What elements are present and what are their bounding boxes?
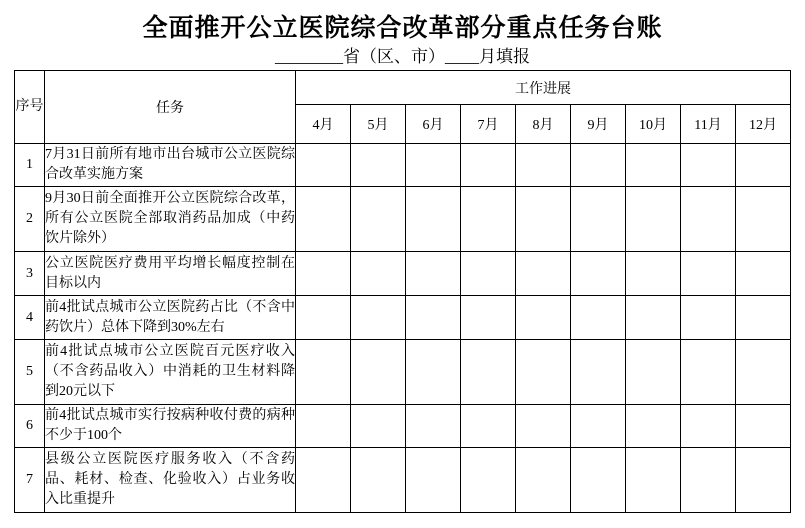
report-subtitle-blank: ________省（区、市）____月填报 [275, 47, 530, 66]
progress-cell [406, 144, 461, 187]
progress-cell [461, 144, 516, 187]
header-row-progress [15, 71, 791, 105]
progress-cell [681, 296, 736, 340]
progress-cell [516, 144, 571, 187]
column-header-month-nov: 11月 [681, 105, 736, 144]
progress-cell [571, 340, 626, 405]
serial-number: 4 [15, 296, 45, 340]
progress-cell [736, 187, 791, 252]
column-header-month-sep: 9月 [571, 105, 626, 144]
progress-cell [406, 252, 461, 296]
progress-cell [406, 448, 461, 513]
progress-cell [296, 448, 351, 513]
page-title: 全面推开公立医院综合改革部分重点任务台账 [142, 15, 663, 42]
progress-cell [571, 296, 626, 340]
table-row [15, 144, 791, 187]
progress-cell [351, 296, 406, 340]
task-text: 9月30日前全面推开公立医院综合改革，所有公立医院全部取消药品加成（中药饮片除外） [45, 187, 296, 252]
task-text: 公立医院医疗费用平均增长幅度控制在目标以内 [45, 252, 296, 296]
progress-cell [626, 340, 681, 405]
column-header-serial: 序号 [15, 71, 45, 144]
table-row [15, 405, 791, 448]
progress-cell [296, 296, 351, 340]
progress-cell [626, 187, 681, 252]
column-header-month-aug: 8月 [516, 105, 571, 144]
progress-cell [571, 405, 626, 448]
column-header-month-jul: 7月 [461, 105, 516, 144]
progress-cell [626, 252, 681, 296]
progress-cell [461, 340, 516, 405]
progress-cell [681, 144, 736, 187]
progress-cell [681, 252, 736, 296]
progress-cell [736, 296, 791, 340]
progress-cell [516, 252, 571, 296]
progress-cell [736, 144, 791, 187]
progress-cell [296, 187, 351, 252]
progress-cell [681, 448, 736, 513]
progress-cell [626, 296, 681, 340]
progress-cell [626, 448, 681, 513]
progress-cell [681, 340, 736, 405]
task-ledger-table [14, 70, 791, 513]
progress-cell [571, 448, 626, 513]
task-text: 前4批试点城市公立医院药占比（不含中药饮片）总体下降到30%左右 [45, 296, 296, 340]
progress-cell [736, 405, 791, 448]
progress-cell [296, 340, 351, 405]
progress-cell [571, 144, 626, 187]
progress-cell [681, 405, 736, 448]
progress-cell [571, 252, 626, 296]
task-text: 县级公立医院医疗服务收入（不含药品、耗材、检查、化验收入）占业务收入比重提升 [45, 448, 296, 513]
progress-cell [351, 448, 406, 513]
table-row [15, 448, 791, 513]
progress-cell [516, 448, 571, 513]
column-header-month-dec: 12月 [736, 105, 791, 144]
progress-cell [296, 252, 351, 296]
progress-cell [351, 340, 406, 405]
progress-cell [516, 340, 571, 405]
table-row [15, 187, 791, 252]
progress-cell [296, 144, 351, 187]
progress-cell [461, 187, 516, 252]
progress-cell [406, 187, 461, 252]
progress-cell [736, 340, 791, 405]
progress-cell [296, 405, 351, 448]
serial-number: 5 [15, 340, 45, 405]
progress-cell [516, 405, 571, 448]
progress-cell [461, 405, 516, 448]
progress-cell [736, 252, 791, 296]
progress-cell [461, 252, 516, 296]
task-text: 7月31日前所有地市出台城市公立医院综合改革实施方案 [45, 144, 296, 187]
progress-cell [516, 187, 571, 252]
column-header-task: 任务 [45, 71, 296, 144]
column-header-month-oct: 10月 [626, 105, 681, 144]
serial-number: 7 [15, 448, 45, 513]
progress-cell [626, 405, 681, 448]
progress-cell [351, 405, 406, 448]
serial-number: 6 [15, 405, 45, 448]
table-row [15, 296, 791, 340]
serial-number: 2 [15, 187, 45, 252]
progress-cell [461, 296, 516, 340]
table-row [15, 252, 791, 296]
task-text: 前4批试点城市公立医院百元医疗收入（不含药品收入）中消耗的卫生材料降到20元以下 [45, 340, 296, 405]
progress-cell [461, 448, 516, 513]
progress-cell [516, 296, 571, 340]
column-header-progress: 工作进展 [296, 71, 791, 105]
progress-cell [736, 448, 791, 513]
progress-cell [406, 296, 461, 340]
progress-cell [351, 144, 406, 187]
task-text: 前4批试点城市实行按病种收付费的病种不少于100个 [45, 405, 296, 448]
progress-cell [681, 187, 736, 252]
progress-cell [626, 144, 681, 187]
column-header-month-may: 5月 [351, 105, 406, 144]
serial-number: 3 [15, 252, 45, 296]
column-header-month-jun: 6月 [406, 105, 461, 144]
progress-cell [406, 340, 461, 405]
column-header-month-apr: 4月 [296, 105, 351, 144]
progress-cell [406, 405, 461, 448]
progress-cell [351, 252, 406, 296]
progress-cell [571, 187, 626, 252]
progress-cell [351, 187, 406, 252]
table-row [15, 340, 791, 405]
serial-number: 1 [15, 144, 45, 187]
